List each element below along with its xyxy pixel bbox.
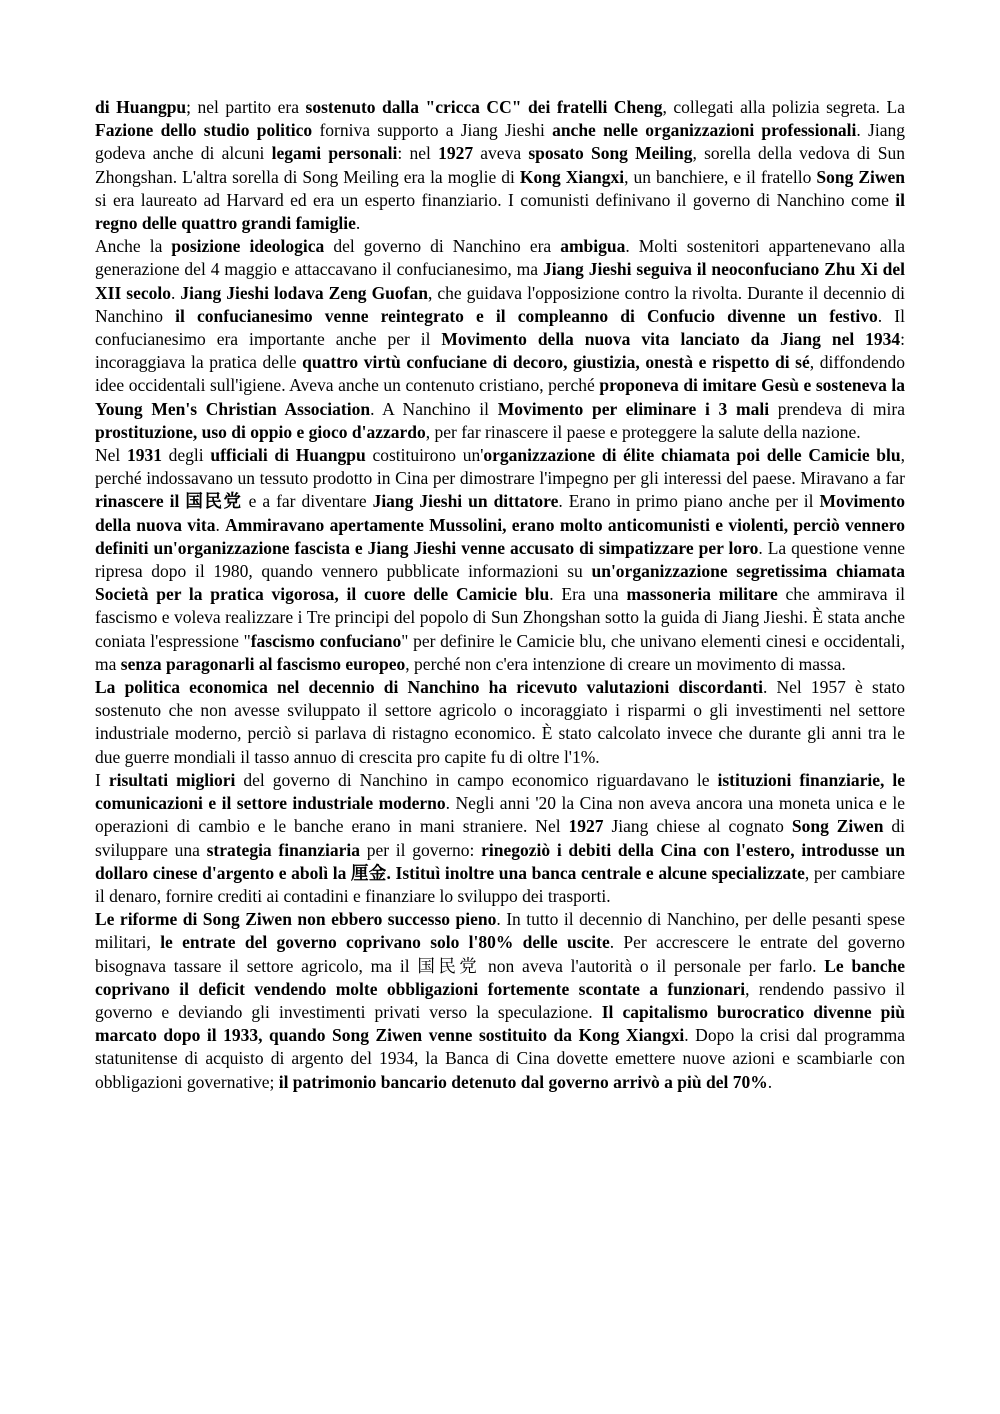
text-run: . La questione venne ripresa dopo il 1980, quando vennero pubblicate informazioni su <box>95 537 906 582</box>
text-run: quattro virtù confuciane di decoro, giustizia, onestà e rispetto di sé <box>302 352 810 373</box>
text-run: del governo di Nanchino in campo economico riguardavano le <box>235 769 718 790</box>
text-run: 1927 <box>568 816 604 837</box>
text-run: , che guidava l'opposizione contro la rivolta. Durante il decennio di Nanchino <box>95 282 905 326</box>
text-run: . Negli anni '20 la Cina non aveva ancora una moneta unica e le operazioni di cambio e le banche erano in mani straniere. Nel <box>95 793 905 837</box>
text-run: . Molti sostenitori appartenevano alla generazione del 4 maggio e attaccavano il confucianesimo, ma <box>95 236 905 280</box>
text-run: : nel <box>397 143 439 164</box>
text-run: , per far rinascere il paese e proteggere la salute della nazione. <box>425 421 861 442</box>
text-run: posizione ideologica <box>171 236 325 257</box>
paragraph-ideology <box>95 235 905 444</box>
text-run: Movimento per eliminare i 3 mali <box>497 398 770 419</box>
text-run: degli <box>161 445 211 466</box>
text-run: " per definire le Camicie blu, che univano elementi cinesi e occidentali, ma <box>95 630 905 674</box>
text-run: organizzazione di élite chiamata poi delle Camicie blu <box>483 445 901 466</box>
text-run: Il capitalismo burocratico divenne più marcato dopo il 1933, quando Song Ziwen venne sostituito da Kong Xiangxi <box>95 1001 905 1046</box>
text-run: costituirono un' <box>365 445 484 466</box>
text-run: Le riforme di Song Ziwen non ebbero successo pieno <box>95 909 497 930</box>
text-run: istituzioni finanziarie, le comunicazioni e il settore industriale moderno <box>95 769 905 814</box>
text-run: . Per accrescere le entrate del governo bisognava tassare il settore agricolo, ma il 国民党 non aveva l'autorità o il personale per farlo. <box>95 932 905 976</box>
text-run: risultati migliori <box>108 769 236 790</box>
text-run: ufficiali di Huangpu <box>210 445 366 466</box>
text-run: rinegoziò i debiti della Cina con l'estero, introdusse un dollaro cinese d'argento e abolì la 厘金. Istituì inoltre una banca centrale e alcune specializzate <box>95 839 905 883</box>
text-run: Song Ziwen <box>816 166 905 187</box>
text-run: Song Ziwen <box>791 816 884 837</box>
text-run: sposato Song Meiling <box>528 143 693 164</box>
text-run: I <box>95 769 109 790</box>
text-run: , sorella della vedova di Sun Zhongshan. L'altra sorella di Song Meiling era la moglie di <box>95 143 905 187</box>
text-run: Jiang Jieshi lodava Zeng Guofan <box>180 282 428 303</box>
text-run: anche nelle organizzazioni professionali <box>552 120 857 141</box>
text-run: aveva <box>473 143 529 164</box>
text-run: il patrimonio bancario detenuto dal governo arrivò a più del 70% <box>278 1071 768 1092</box>
text-run: . Dopo la crisi dal programma statunitense di acquisto di argento del 1934, la Banca di Cina dovette emettere nuove azioni e scambiarle con obbligazioni governative; <box>95 1025 905 1092</box>
text-run: . Era una <box>549 584 627 605</box>
text-run: il regno delle quattro grandi famiglie <box>95 189 905 234</box>
text-run: prendeva di mira <box>769 398 905 419</box>
text-run: . A Nanchino il <box>370 398 498 419</box>
paragraph-economic-policy <box>95 676 905 769</box>
text-run: fascismo confuciano <box>250 630 402 651</box>
text-run: 1931 <box>126 445 162 466</box>
text-run: , un banchiere, e il fratello <box>624 166 817 187</box>
text-run: strategia finanziaria <box>206 839 361 860</box>
text-run: ; nel partito era <box>186 97 306 117</box>
text-run: . Nel 1957 è stato sostenuto che non avesse sviluppato il settore agricolo o incoraggiato i risparmi o gli investimenti nel settore industriale moderno, perciò si parlava di ristagno economico. È stato calcolato invece che durante gli anni tra le due guerre mondiali il tasso annuo di crescita pro capite fu di oltre l'1%. <box>95 677 905 767</box>
text-run: . <box>170 282 181 303</box>
text-run: . Jiang godeva anche di alcuni <box>95 120 905 164</box>
text-run: . <box>215 514 226 535</box>
text-run: Movimento della nuova vita <box>95 491 906 535</box>
text-run: , perché indossavano un tessuto prodotto in Cina per dimostrare l'impegno per gli interessi del paese. Miravano a far <box>95 445 905 489</box>
text-run: forniva supporto a Jiang Jieshi <box>312 120 553 141</box>
text-run: di Huangpu <box>95 97 187 117</box>
text-run: proponeva di imitare Gesù e sosteneva la Young Men's Christian Association <box>95 375 905 419</box>
text-run: sostenuto dalla "cricca CC" dei fratelli Cheng <box>305 97 663 117</box>
text-run: del governo di Nanchino era <box>324 236 561 257</box>
text-run: . Il confucianesimo era importante anche per il <box>95 305 905 350</box>
text-run: . Erano in primo piano anche per il <box>558 491 820 512</box>
text-run: Jiang chiese al cognato <box>603 816 792 837</box>
text-run: rinascere il 国民党 <box>95 491 243 512</box>
text-run: Jiang Jieshi seguiva il neoconfuciano Zhu Xi del XII secolo <box>95 259 906 303</box>
text-run: Le banche coprivano il deficit vendendo molte obbligazioni fortemente scontate a funzionari <box>95 955 905 999</box>
text-run: , collegati alla polizia segreta. La <box>662 97 905 117</box>
text-run: Anche la <box>95 236 172 257</box>
text-run: il confucianesimo venne reintegrato e il compleanno di Confucio divenne un festivo <box>175 305 878 326</box>
text-run: Jiang Jieshi un dittatore <box>372 491 559 512</box>
text-run: , rendendo passivo il governo e deviando gli investimenti privati verso la speculazione. <box>95 978 905 1022</box>
text-run: e a far diventare <box>242 491 373 512</box>
text-run: . <box>355 213 361 234</box>
text-run: ambigua <box>560 236 626 257</box>
paragraph-financial-institutions <box>95 769 905 908</box>
paragraph-blue-shirts <box>95 444 905 676</box>
text-run: massoneria militare <box>626 584 778 605</box>
text-run: si era laureato ad Harvard ed era un esperto finanziario. I comunisti definivano il governo di Nanchino come <box>95 189 896 210</box>
text-run: 1927 <box>438 143 474 164</box>
text-run: Movimento della nuova vita lanciato da Jiang nel 1934 <box>441 329 901 350</box>
text-run: Kong Xiangxi <box>519 166 625 187</box>
text-run: : incoraggiava la pratica delle <box>95 329 905 373</box>
document-page <box>95 96 905 1094</box>
text-run: un'organizzazione segretissima chiamata Società per la pratica vigorosa, il cuore delle Camicie blu <box>95 561 905 605</box>
text-run: prostituzione, uso di oppio e gioco d'azzardo <box>95 421 426 442</box>
text-run: che ammirava il fascismo e voleva realizzare i Tre principi del popolo di Sun Zhongshan sotto la guida di Jiang Jieshi. È stata anche coniata l'espressione " <box>95 584 905 651</box>
text-run: di sviluppare una <box>95 816 905 860</box>
text-run: Nel <box>95 445 127 466</box>
text-run: , diffondendo idee occidentali sull'igiene. Aveva anche un contenuto cristiano, perché <box>95 352 905 396</box>
text-run: La politica economica nel decennio di Nanchino ha ricevuto valutazioni discordanti <box>95 677 763 698</box>
text-run: Ammiravano apertamente Mussolini, erano molto anticomunisti e violenti, perciò vennero definiti un'organizzazione fascista e Jiang Jieshi venne accusato di simpatizzare per loro <box>95 514 905 558</box>
text-run: Fazione dello studio politico <box>95 120 313 141</box>
text-run: , perché non c'era intenzione di creare un movimento di massa. <box>405 653 846 674</box>
text-run: . <box>767 1071 773 1092</box>
text-run: . In tutto il decennio di Nanchino, per delle pesanti spese militari, <box>95 909 905 953</box>
text-run: per il governo: <box>360 839 482 860</box>
text-run: legami personali <box>271 143 398 164</box>
paragraph-four-families <box>95 96 905 235</box>
text-run: le entrate del governo coprivano solo l'80% delle uscite <box>160 932 610 953</box>
text-run: , per cambiare il denaro, fornire crediti ai contadini e finanziare lo sviluppo dei trasporti. <box>95 862 905 906</box>
paragraph-song-ziwen-reforms <box>95 908 905 1094</box>
text-run: senza paragonarli al fascismo europeo <box>120 653 406 674</box>
